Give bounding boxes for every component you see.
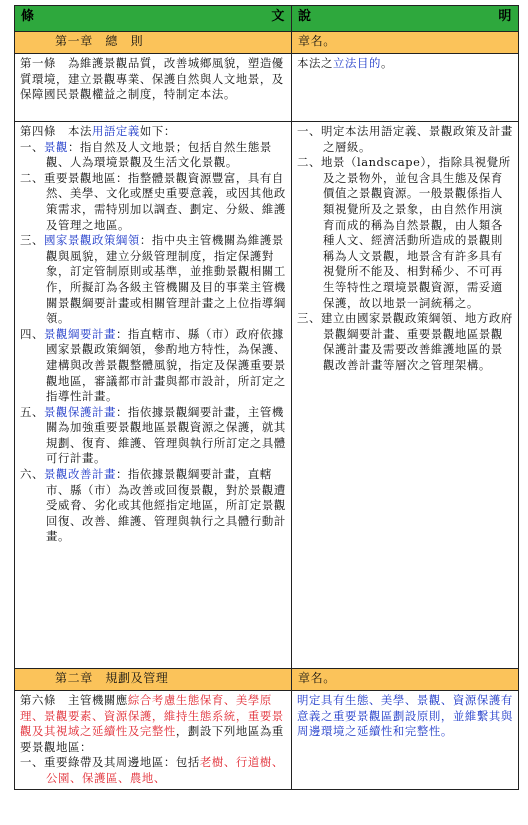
chapter-2-note: 章名。: [292, 669, 519, 691]
article-4-intro-highlight: 用語定義: [91, 124, 140, 138]
article-4-item-number: 二、: [20, 170, 44, 185]
article-6-note: 明定具有生態、美學、景觀、資源保護有意義之重要景觀區劃設原則，並維繫其與周邊環境之延續性和完整性。: [292, 691, 519, 790]
article-4-item-body: ：指依據景觀綱要計畫，主管機關為加強重要景觀地區景觀資源之保護，就其規劃、復育、維護、管理與執行所訂定之具體可行計畫。: [46, 404, 286, 466]
article-4-note-text: 明定本法用語定義、景觀政策及計畫之層級。: [320, 124, 513, 154]
article-4-item-number: 一、: [20, 139, 44, 154]
chapter-2-title: 第二章 規劃及管理: [15, 669, 292, 691]
article-4-note-number: 一、: [297, 124, 321, 138]
article-4-item-number: 三、: [20, 233, 44, 248]
article-4-item-term: 景觀改善計畫: [43, 467, 116, 482]
article-4-note-item: [297, 155, 513, 311]
article-1-text: 第一條 為維護景觀品質，改善城鄉風貌，塑造優質環境，建立景觀專業、保護自然與人文地景，及保障國民景觀權益之制度，特制定本法。: [15, 54, 292, 122]
article-4-item-term: 國家景觀政策綱領: [43, 233, 140, 248]
article-4-note-item: [297, 311, 513, 373]
article-4-note-text: 地景（landscape），指除具視覺所及之景物外，並包含具生態及保育價值之景觀資源。一般景觀係指人類視覺所及之景象，由自然作用演育而成的稱為自然景觀，由人類各種人文、經濟活動所造成的景觀則稱為人文景觀，地景含有許多具有視覺所不能及、相對稀少、不可再生等特性之環境景觀資源，需妥適保護，故以地景一詞統稱之。: [320, 155, 511, 310]
article-6-prefix: 第六條 主管機關應: [20, 693, 128, 707]
article-1-note: [292, 54, 519, 122]
article-4-note-item: [297, 124, 513, 155]
chapter-1-note: 章名。: [292, 32, 519, 54]
article-4-item-number: 五、: [20, 404, 44, 419]
article-4-item-number: 四、: [20, 326, 44, 341]
article-4-item-body: ：指直轄市、縣（市）政府依據國家景觀政策綱領，參酌地方特性，為保護、建構與改善景觀整體風貌，指定及保護重要景觀地區，審議都市計畫與都市設計，所訂定之指導性計畫。: [46, 326, 286, 404]
article-4-item-body: ：指整體景觀資源豐富，具有自然、美學、文化或歷史重要意義，或因其他政策需求，需特別加以調查、劃定、分級、維護及管理之地區。: [46, 170, 286, 232]
article-4-item: [20, 140, 286, 171]
article-6-item-number: 一、: [20, 755, 44, 770]
article-4-note-number: 三、: [297, 311, 321, 326]
article-6-intro: [20, 693, 286, 755]
article-6-item-highlight: 老樹、行道樹、公園、保護區、農地、: [46, 755, 284, 785]
article-4-intro-suffix: 如下：: [139, 124, 176, 138]
article-4-note-number: 二、: [297, 155, 321, 170]
article-6-item: [20, 755, 286, 786]
header-article-char-2: 文: [271, 9, 285, 24]
article-4-item: [20, 233, 286, 327]
article-1-note-prefix: 本法之: [297, 56, 333, 70]
article-4-note-text: 建立由國家景觀政策綱領、地方政府景觀綱要計畫、重要景觀地區景觀保護計畫及需要改善維護地區的景觀改善計畫等層次之管理架構。: [320, 311, 513, 372]
article-4-item: [20, 327, 286, 405]
article-6-item-text: 重要綠帶及其周邊地區：包括: [43, 755, 200, 770]
article-4-item-body: ：指中央主管機關為維護景觀與風貌，建立分級管理制度，指定保護對象，訂定管制原則或基準，並推動景觀相關工作，所擬訂為各級主管機關及目的事業主管機關景觀綱要計畫或相關管理計畫之上位指導綱領。: [46, 233, 286, 326]
article-4-item-number: 六、: [20, 467, 44, 482]
article-1-row: [15, 54, 519, 122]
table-header-row: [15, 6, 519, 32]
article-6-highlight: 綜合考慮生態保育、美學原理、景觀要素、資源保護，維持生態系統，重要景觀及其視域之延續性及完整性: [20, 693, 284, 739]
article-4-intro-prefix: 第四條 本法: [20, 124, 92, 138]
article-6-row: [15, 691, 519, 790]
header-explanation-char-1: 說: [298, 9, 312, 24]
header-explanation-char-2: 明: [498, 9, 512, 24]
article-4-item-term: 景觀: [43, 139, 68, 154]
article-4-row: [15, 122, 519, 669]
article-4-item: [20, 171, 286, 233]
article-1-note-suffix: 。: [380, 56, 393, 70]
article-4-item-term: 重要景觀地區: [43, 170, 116, 185]
article-4-item-term: 景觀保護計畫: [43, 404, 116, 419]
article-4-note-cell: [292, 122, 519, 669]
chapter-2-row: [15, 669, 519, 691]
article-4-item: [20, 405, 286, 467]
article-1-note-highlight: 立法目的: [332, 56, 381, 70]
regulation-table: [14, 5, 519, 790]
article-6-text-cell: [15, 691, 292, 790]
header-article-cell: [15, 6, 292, 32]
article-4-item: [20, 467, 286, 545]
article-4-intro: [20, 124, 286, 140]
header-explanation-cell: [292, 6, 519, 32]
header-article-char-1: 條: [21, 9, 35, 24]
chapter-1-row: [15, 32, 519, 54]
article-4-item-body: ：指依據景觀綱要計畫，直轄市、縣（市）為改善或回復景觀，對於景觀遭受威脅、劣化或其他經指定地區，所訂定景觀回復、改善、維護、管理與執行之具體行動計畫。: [46, 467, 286, 544]
article-6-suffix: ，劃設下列地區為重要景觀地區：: [20, 724, 284, 754]
article-4-item-body: ：指自然及人文地景；包括自然生態景觀、人為環境景觀及生活文化景觀。: [46, 139, 272, 170]
article-4-item-term: 景觀綱要計畫: [43, 326, 116, 341]
article-4-text-cell: [15, 122, 292, 669]
chapter-1-title: 第一章 總 則: [15, 32, 292, 54]
